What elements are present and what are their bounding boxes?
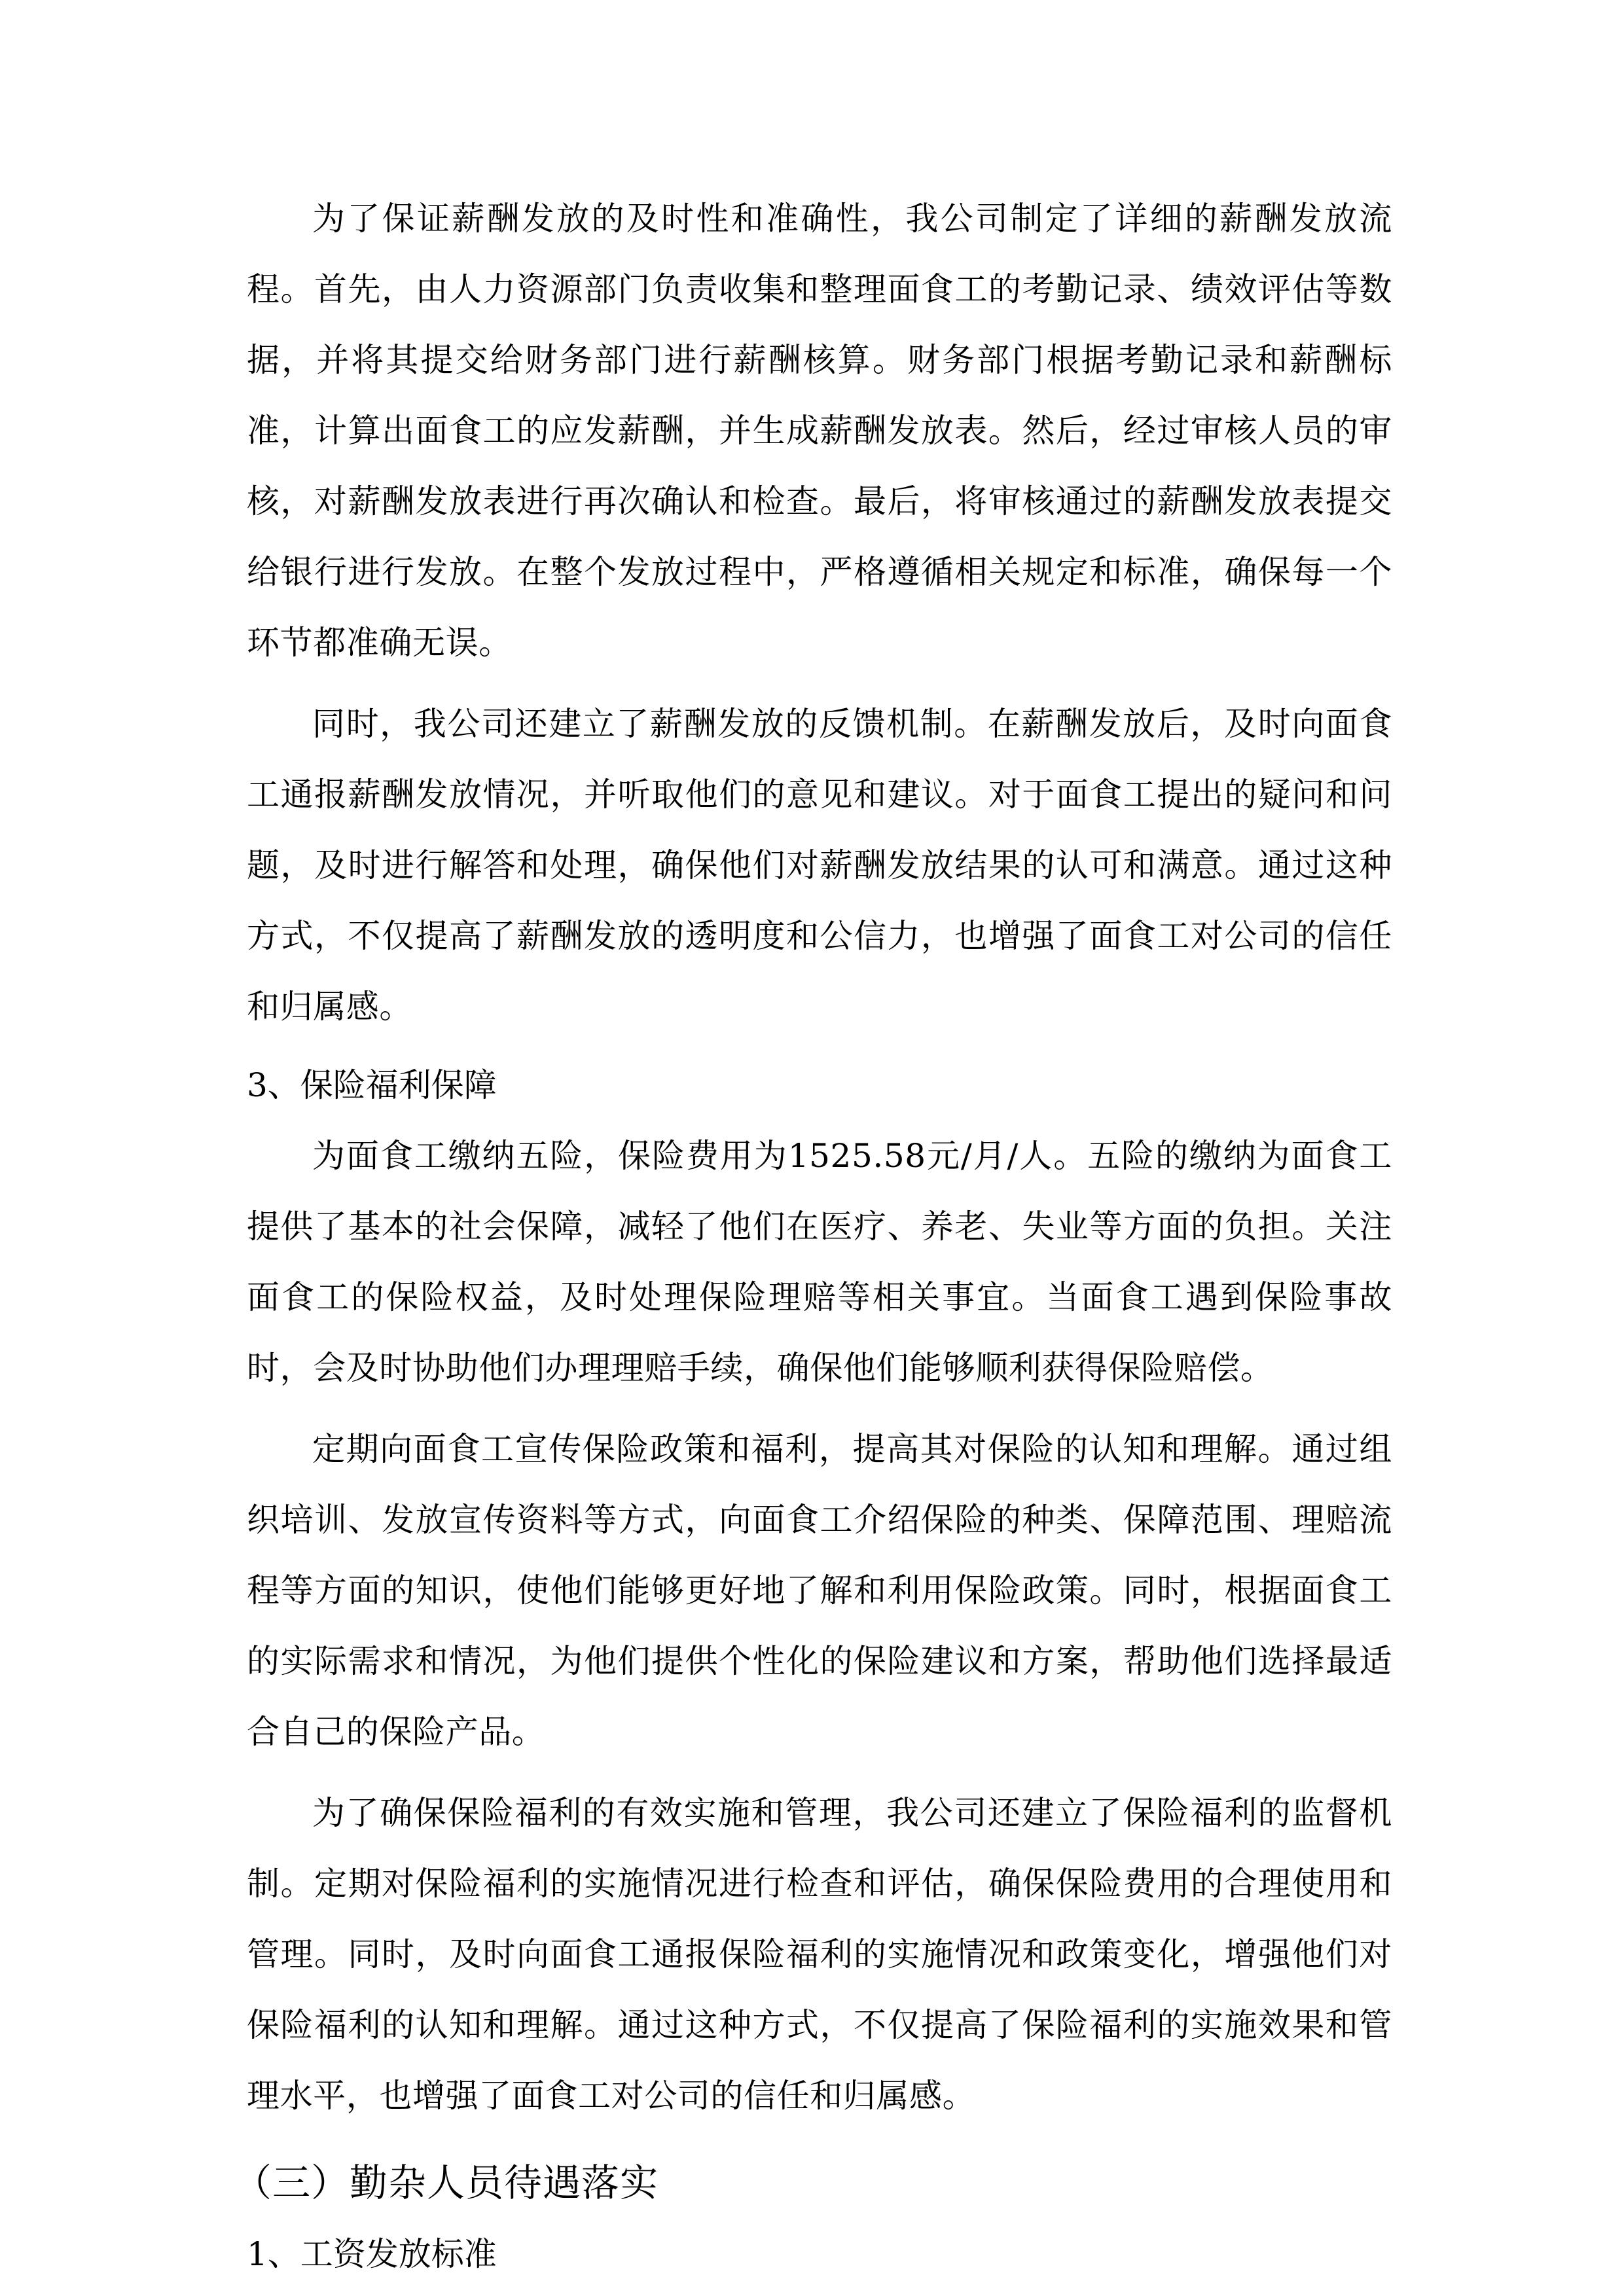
heading-wage-standard: 1、工资发放标准 [247, 2235, 497, 2273]
heading-insurance-welfare: 3、保险福利保障 [247, 1066, 497, 1104]
paragraph-insurance-payment: 为面食工缴纳五险，保险费用为1525.58元/月/人。五险的缴纳为面食工提供了基本的社会保障，减轻了他们在医疗、养老、失业等方面的负担。关注面食工的保险权益，及时处理保险理赔等相关事宜。当面食工遇到保险事故时，会及时协助他们办理理赔手续，确保他们能够顺利获得保险赔偿。 [247, 1137, 1392, 1387]
paragraph-salary-process: 为了保证薪酬发放的及时性和准确性，我公司制定了详细的薪酬发放流程。首先，由人力资源部门负责收集和整理面食工的考勤记录、绩效评估等数据，并将其提交给财务部门进行薪酬核算。财务部门根据考勤记录和薪酬标准，计算出面食工的应发薪酬，并生成薪酬发放表。然后，经过审核人员的审核，对薪酬发放表进行再次确认和检查。最后，将审核通过的薪酬发放表提交给银行进行发放。在整个发放过程中，严格遵循相关规定和标准，确保每一个环节都准确无误。 [247, 200, 1392, 662]
paragraph-insurance-promotion: 定期向面食工宣传保险政策和福利，提高其对保险的认知和理解。通过组织培训、发放宣传资料等方式，向面食工介绍保险的种类、保障范围、理赔流程等方面的知识，使他们能够更好地了解和利用保险政策。同时，根据面食工的实际需求和情况，为他们提供个性化的保险建议和方案，帮助他们选择最适合自己的保险产品。 [247, 1430, 1392, 1751]
document-page [234, 183, 1392, 2289]
section-heading-staff-treatment: （三）勤杂人员待遇落实 [234, 2161, 659, 2205]
paragraph-insurance-supervision: 为了确保保险福利的有效实施和管理，我公司还建立了保险福利的监督机制。定期对保险福利的实施情况进行检查和评估，确保保险费用的合理使用和管理。同时，及时向面食工通报保险福利的实施情况和政策变化，增强他们对保险福利的认知和理解。通过这种方式，不仅提高了保险福利的实施效果和管理水平，也增强了面食工对公司的信任和归属感。 [247, 1794, 1392, 2115]
paragraph-salary-feedback: 同时，我公司还建立了薪酬发放的反馈机制。在薪酬发放后，及时向面食工通报薪酬发放情况，并听取他们的意见和建议。对于面食工提出的疑问和问题，及时进行解答和处理，确保他们对薪酬发放结果的认可和满意。通过这种方式，不仅提高了薪酬发放的透明度和公信力，也增强了面食工对公司的信任和归属感。 [247, 705, 1392, 1026]
